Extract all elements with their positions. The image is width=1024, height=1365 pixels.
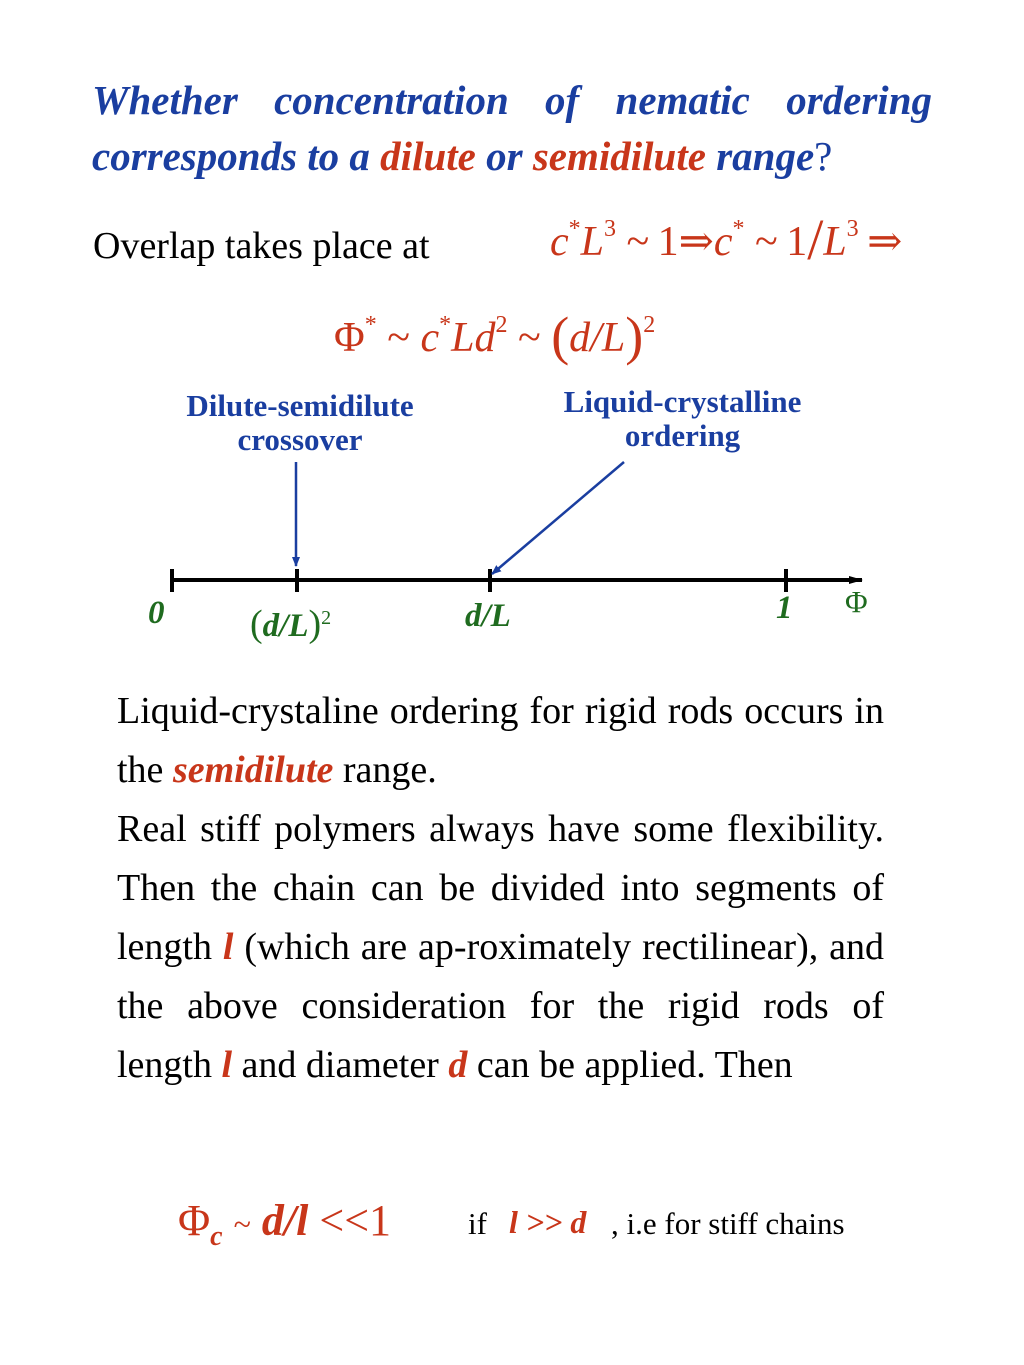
eq-symbol: * bbox=[732, 216, 745, 242]
callout-line: crossover bbox=[237, 422, 363, 457]
eq-symbol: c bbox=[420, 315, 440, 361]
eq-symbol: ( bbox=[551, 306, 570, 366]
final-if: if bbox=[468, 1206, 487, 1241]
title-line-1: Whether concentration of nematic ordering bbox=[92, 77, 932, 123]
text-run: (which are ap-roximately rectilinear), and the above consideration for the rigid rods of length bbox=[117, 926, 885, 1086]
overlap-label: Overlap takes place at bbox=[93, 225, 430, 267]
eq-symbol: 2 bbox=[495, 312, 508, 338]
paragraph-1 bbox=[117, 682, 884, 800]
text-run: and diameter bbox=[232, 1044, 449, 1086]
paragraph-2 bbox=[117, 800, 884, 1095]
title-semidilute: semidilute bbox=[532, 133, 706, 179]
eq-symbol: d/L bbox=[262, 608, 309, 644]
eq-symbol: 2 bbox=[643, 312, 656, 338]
title-question-mark: ? bbox=[814, 133, 833, 179]
eq-symbol: 3 bbox=[846, 216, 859, 242]
axis-label-dl: d/L bbox=[465, 598, 511, 634]
body-text bbox=[117, 682, 884, 1095]
eq-symbol: ⇒ bbox=[678, 219, 714, 265]
eq-symbol: << bbox=[319, 1196, 370, 1245]
text-run: Real stiff polymers always have some flexibility. Then the chain can be divided into segments of length bbox=[117, 808, 884, 968]
eq-symbol: * bbox=[439, 312, 452, 338]
eq-symbol: L bbox=[823, 219, 847, 265]
eq-symbol: 1 bbox=[657, 219, 679, 265]
eq-symbol: 1 bbox=[369, 1196, 392, 1245]
callout-arrow-lc bbox=[492, 462, 624, 574]
eq-symbol: L bbox=[580, 219, 605, 265]
title-dilute: dilute bbox=[380, 133, 476, 179]
eq-symbol: ) bbox=[308, 603, 322, 645]
final-tail: , i.e for stiff chains bbox=[611, 1206, 845, 1241]
eq-symbol: ~ bbox=[755, 219, 778, 265]
eq-symbol: 3 bbox=[604, 216, 617, 242]
eq-symbol: c bbox=[210, 1220, 223, 1252]
symbol-d: d bbox=[448, 1044, 468, 1086]
eq-symbol: Φ bbox=[178, 1196, 211, 1245]
eq-symbol: ) bbox=[625, 306, 644, 366]
eq-symbol: Φ bbox=[334, 315, 365, 361]
callout-line: Dilute-semidilute bbox=[186, 388, 414, 423]
callout-line: ordering bbox=[624, 418, 741, 453]
eq-symbol: c bbox=[550, 219, 569, 265]
eq-symbol: 1 bbox=[786, 219, 808, 265]
title-text: corresponds to a bbox=[92, 133, 381, 179]
eq-symbol: d/L bbox=[569, 315, 626, 361]
eq-symbol: / bbox=[807, 207, 824, 272]
final-equation bbox=[178, 1195, 391, 1253]
eq-symbol: d/l bbox=[261, 1196, 309, 1245]
callout-line: Liquid-crystalline bbox=[563, 384, 802, 419]
eq-symbol: ~ bbox=[387, 315, 410, 361]
eq-symbol: c bbox=[713, 219, 733, 265]
title-text: range bbox=[705, 133, 815, 179]
text-run: Liquid-crystaline ordering for rigid rods occurs in the bbox=[117, 690, 884, 791]
text-run: can be applied. Then bbox=[467, 1044, 793, 1086]
axis-label-dl-squared bbox=[250, 602, 331, 646]
text-run: range. bbox=[333, 749, 437, 791]
eq-symbol: * bbox=[364, 312, 377, 338]
eq-symbol: ~ bbox=[233, 1206, 251, 1242]
axis-label-0: 0 bbox=[148, 595, 165, 631]
symbol-l: l bbox=[222, 926, 234, 968]
eq-symbol: ( bbox=[250, 603, 263, 645]
eq-symbol: Ld bbox=[451, 315, 496, 361]
eq-symbol: ~ bbox=[626, 219, 650, 265]
title-text: or bbox=[475, 133, 533, 179]
eq-symbol: 2 bbox=[321, 607, 332, 629]
eq-symbol: ~ bbox=[517, 315, 541, 361]
eq-symbol: * bbox=[568, 216, 581, 242]
text-semidilute: semidilute bbox=[172, 749, 334, 791]
axis-label-1: 1 bbox=[776, 590, 793, 626]
final-condition: l >> d bbox=[509, 1204, 587, 1240]
symbol-l: l bbox=[221, 1044, 233, 1086]
eq-symbol: ⇒ bbox=[867, 219, 903, 265]
axis-label-phi: Φ bbox=[845, 584, 868, 619]
